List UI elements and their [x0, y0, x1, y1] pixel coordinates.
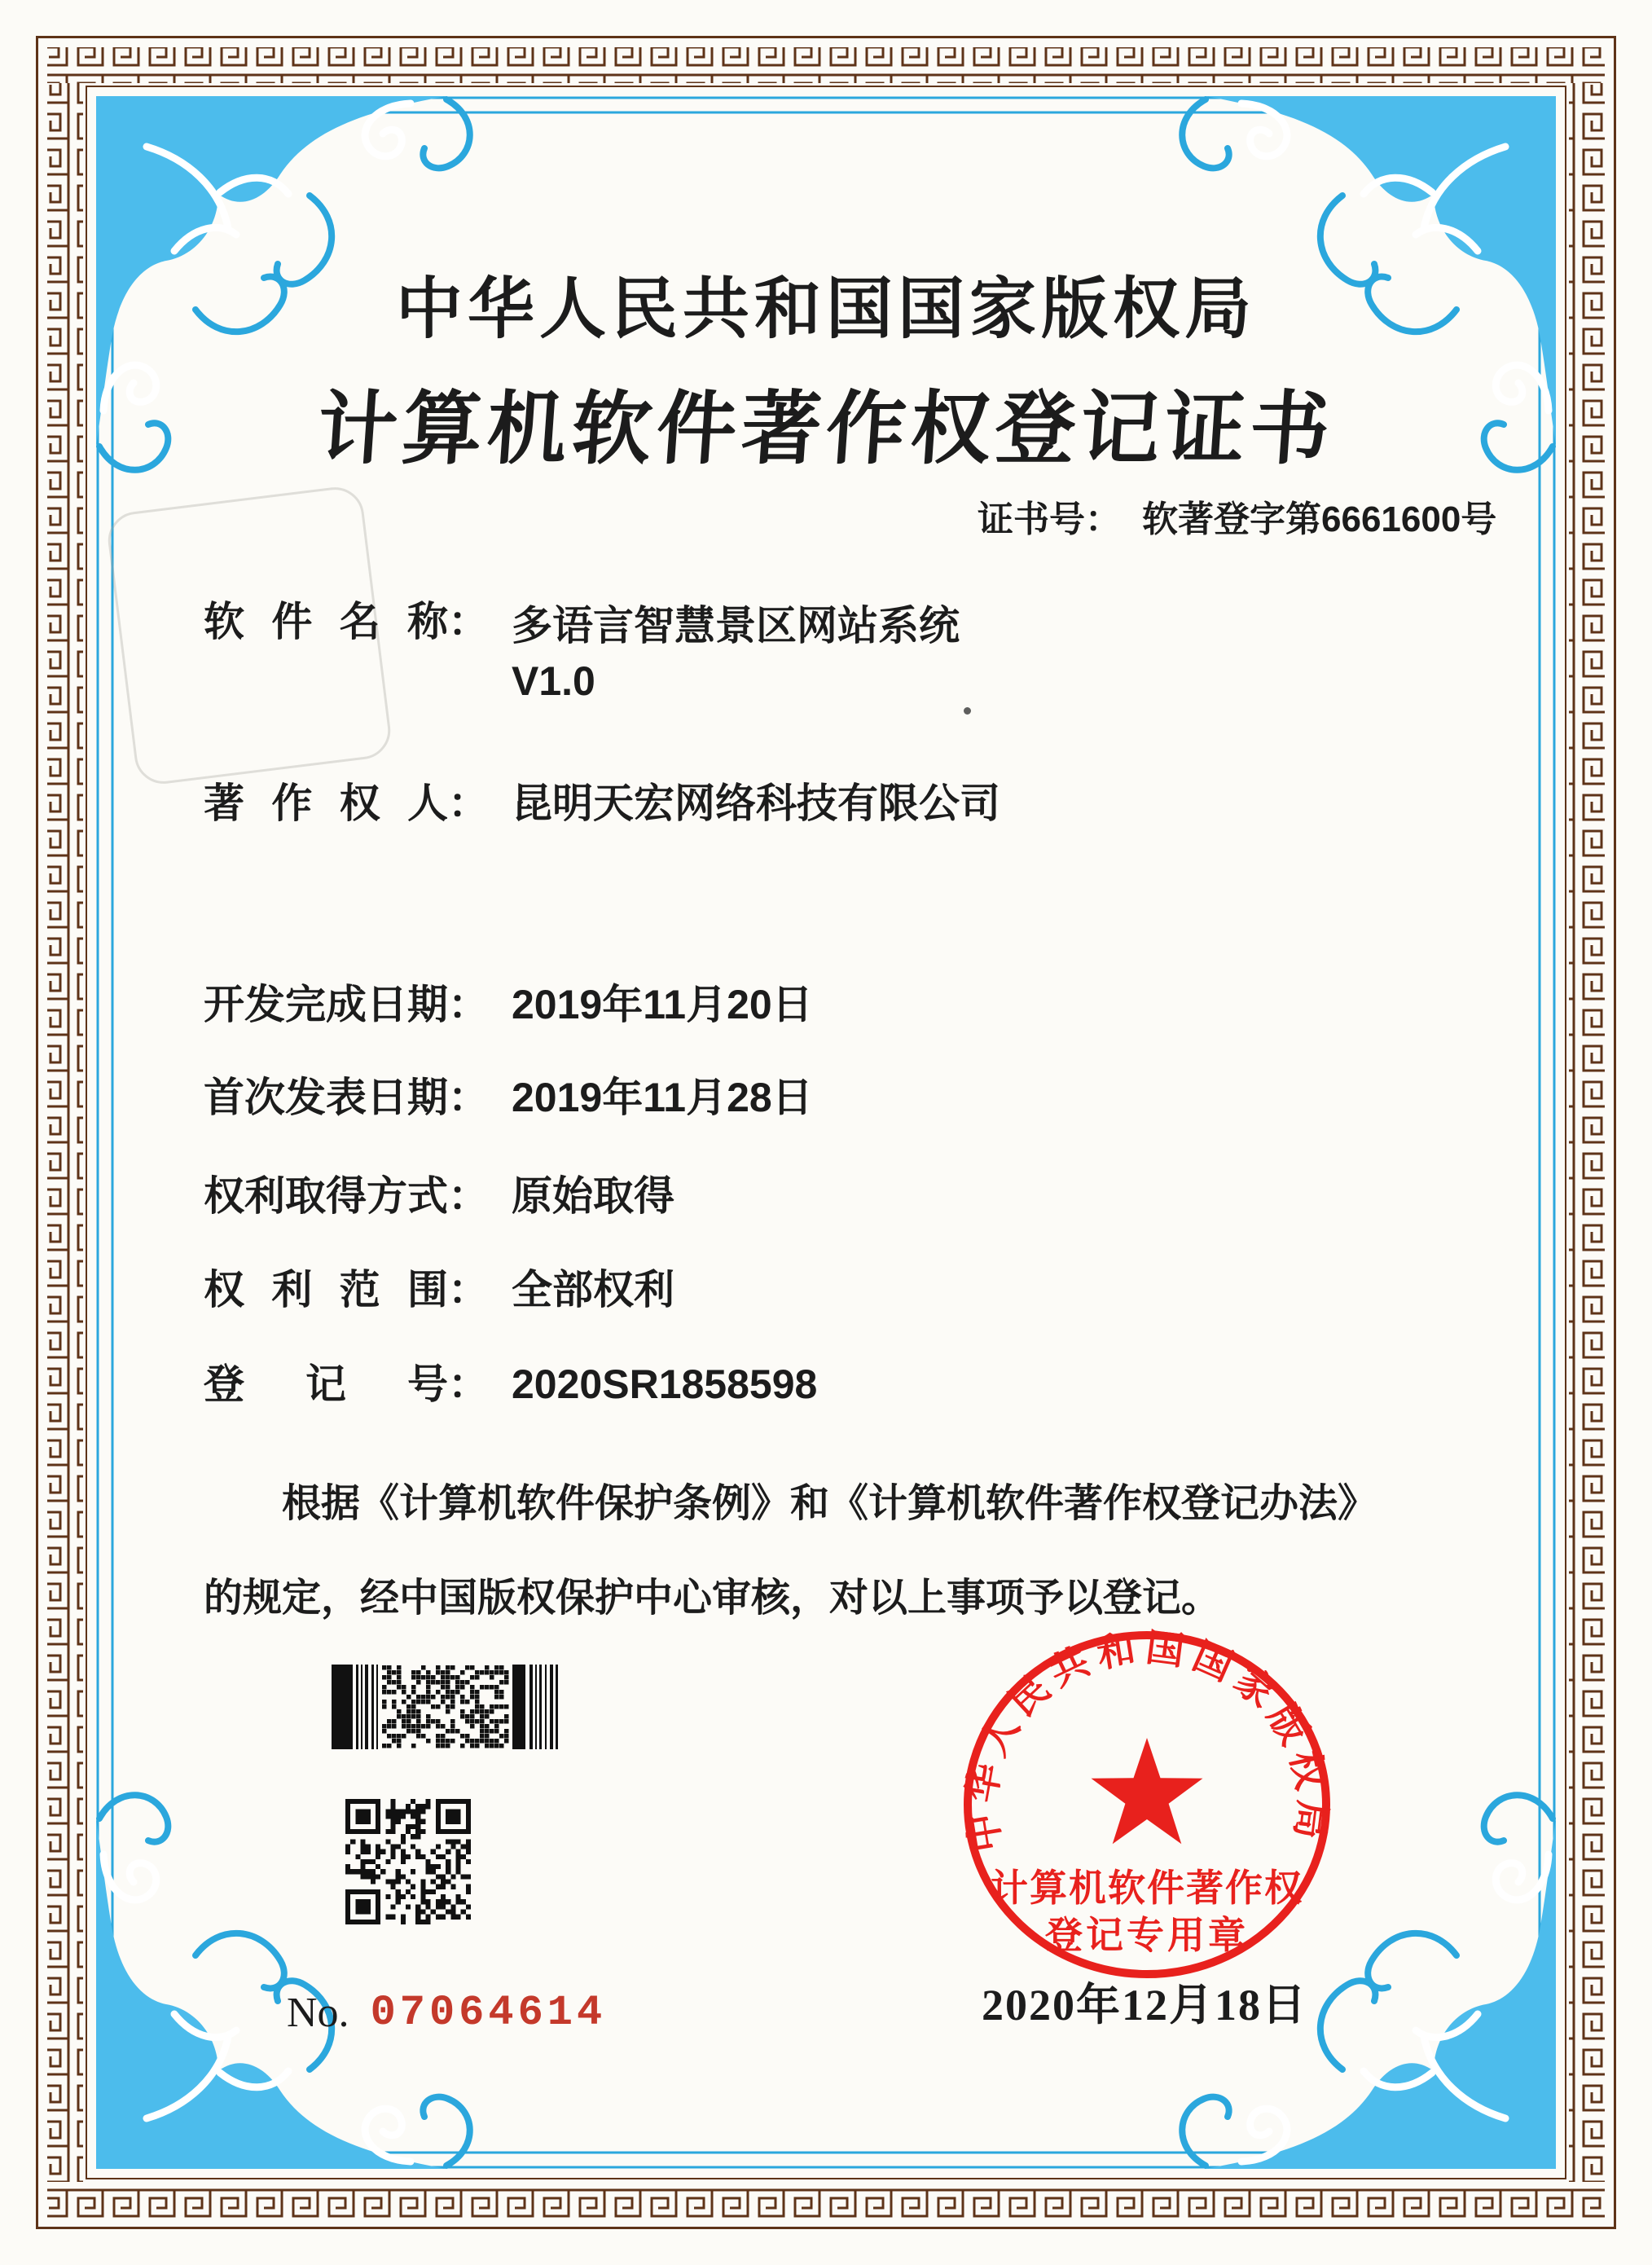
field-label: 登记号: [204, 1361, 448, 1407]
field-label: 首次发表日期: [204, 1075, 448, 1120]
barcode: [332, 1665, 560, 1749]
issue-date: 2020年12月18日: [982, 1981, 1307, 2030]
field-row-rights-acquisition: [204, 1172, 674, 1220]
cert-number-row: [978, 495, 1496, 544]
registration-statement: 根据《计算机软件保护条例》和《计算机软件著作权登记办法》的规定，经中国版权保护中心审核，对以上事项予以登记。: [204, 1482, 1377, 1620]
serial-prefix: No.: [287, 1990, 349, 2036]
field-label: 软件名称: [204, 599, 448, 644]
seal-line2: 登记专用章: [1045, 1914, 1249, 1956]
field-row-software-name: [204, 598, 960, 709]
field-colon: ：: [448, 1267, 489, 1313]
authority-title: 中华人民共和国国家版权局: [395, 272, 1256, 346]
dev-complete-date: 2019年11月20日: [512, 982, 813, 1027]
field-row-dev-complete-date: [204, 981, 813, 1028]
seal-ring-text: 中华人民共和国国家版权局: [959, 1625, 1335, 1855]
field-value: [512, 598, 960, 709]
rights-scope: 全部权利: [512, 1267, 674, 1313]
copyright-owner: 昆明天宏网络科技有限公司: [512, 781, 1000, 826]
official-seal: [945, 1617, 1349, 2004]
field-colon: ：: [448, 1075, 489, 1120]
field-row-first-publish-date: [204, 1074, 813, 1121]
registration-number: 2020SR1858598: [512, 1361, 818, 1407]
first-publish-date: 2019年11月28日: [512, 1075, 813, 1120]
field-label: 著作权人: [204, 781, 448, 826]
rights-acquisition: 原始取得: [512, 1173, 674, 1219]
serial-number: 07064614: [370, 1989, 607, 2037]
seal-line1: 计算机软件著作权: [991, 1867, 1303, 1909]
field-row-rights-scope: [204, 1266, 674, 1313]
cert-number-value: 软著登字第6661600号: [1142, 499, 1497, 539]
software-version: V1.0: [512, 658, 595, 704]
qr-code: [345, 1799, 471, 1924]
seal-star-icon: [1092, 1738, 1203, 1844]
field-row-registration-number: [204, 1361, 817, 1408]
field-label: 开发完成日期: [204, 982, 448, 1027]
field-colon: ：: [448, 982, 489, 1027]
field-colon: ：: [448, 781, 489, 826]
certificate-title: 计算机软件著作权登记证书: [314, 386, 1338, 474]
cert-number-label: 证书号：: [978, 499, 1121, 539]
field-row-copyright-owner: [204, 780, 1000, 827]
field-colon: ：: [448, 1173, 489, 1219]
field-colon: ：: [448, 599, 489, 644]
software-name: 多语言智慧景区网站系统: [512, 603, 960, 649]
field-label: 权利取得方式: [204, 1173, 448, 1219]
field-colon: ：: [448, 1361, 489, 1407]
serial-row: [287, 1988, 606, 2038]
field-label: 权利范围: [204, 1267, 448, 1313]
